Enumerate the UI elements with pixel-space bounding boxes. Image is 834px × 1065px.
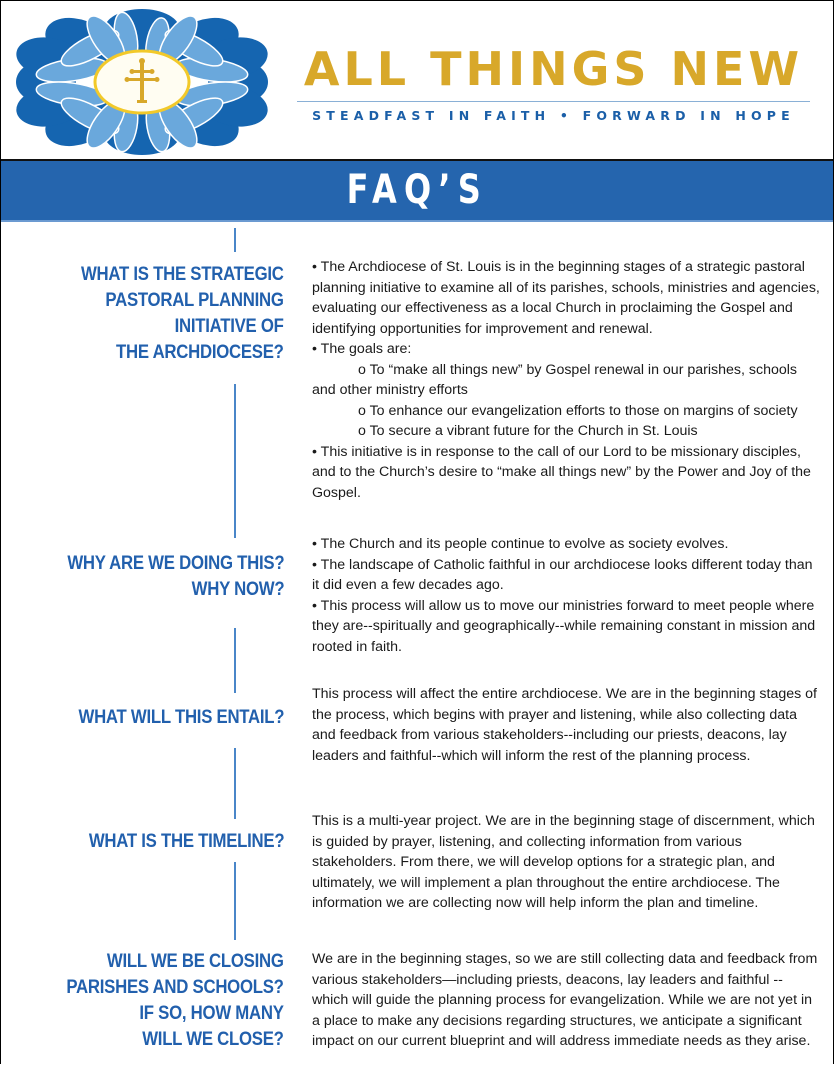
question-line: WHAT WILL THIS ENTAIL? (78, 706, 284, 728)
answer-line: leaders and faithful--which will inform the rest of the planning process. (312, 747, 751, 764)
question-line: PASTORAL PLANNING (105, 289, 284, 311)
page-header (1, 1, 833, 161)
answer-line: which will guide the planning process for evangelization. While we are not yet in (312, 992, 812, 1008)
faq-question (48, 261, 284, 365)
answer-line: the process, which begins with prayer and listening, while also collecting data (312, 706, 798, 723)
answer-line: • The landscape of Catholic faithful in our archdiocese looks different today than (312, 556, 813, 573)
question-line: THE ARCHDIOCESE? (116, 341, 285, 363)
flower-cross-logo-icon (11, 9, 273, 155)
answer-line: Gospel. (312, 484, 361, 501)
question-line: WHAT IS THE STRATEGIC (81, 263, 284, 285)
answer-line: is guided by prayer, listening, and collecting information from various (312, 833, 742, 850)
question-line: WHY ARE WE DOING THIS? (66, 552, 284, 574)
answer-line: identifying opportunities for improvement and renewal. (312, 320, 653, 337)
answer-subitem: o To enhance our evangelization efforts to those on margins of society (358, 402, 798, 419)
question-line: IF SO, HOW MANY (139, 1002, 284, 1024)
answer-line: • This initiative is in response to the call of our Lord to be missionary disciples, (312, 443, 801, 460)
faq-answer (312, 534, 816, 657)
faq-banner-title: FAQ’S (346, 167, 488, 213)
question-line: INITIATIVE OF (174, 315, 284, 337)
divider-line (234, 628, 236, 693)
answer-line: they are--spiritually and geographically--while remaining constant in mission and (312, 618, 816, 634)
faq-answer (312, 811, 815, 914)
answer-line: • The Church and its people continue to evolve as society evolves. (312, 536, 729, 552)
answer-line: and other ministry efforts (312, 382, 468, 398)
question-line: WHY NOW? (191, 578, 284, 600)
answer-line: evaluating our effectiveness as a local Church in proclaiming the Gospel and (312, 300, 793, 316)
faq-question (57, 828, 284, 854)
answer-line: and feedback from various stakeholders--including our priests, deacons, lay (312, 727, 787, 743)
answer-line: impact on our current blueprint and will address immediate needs as they arise. (312, 1033, 811, 1049)
answer-subitem: o To “make all things new” by Gospel renewal in our parishes, schools (358, 361, 797, 378)
answer-line: • The Archdiocese of St. Louis is in the beginning stages of a strategic pastoral (312, 259, 805, 275)
answer-line: planning initiative to examine all of its parishes, schools, ministries and agencies, (312, 279, 820, 296)
answer-line: This process will affect the entire archdiocese. We are in the beginning stages of (312, 686, 817, 702)
answer-line: This is a multi-year project. We are in the beginning stage of discernment, which (312, 813, 815, 829)
faq-answer (312, 257, 820, 503)
brand-block (281, 43, 826, 123)
divider-line (234, 384, 236, 538)
question-line: WHAT IS THE TIMELINE? (88, 830, 284, 852)
faq-banner (1, 161, 833, 222)
faq-question (45, 704, 284, 730)
answer-line: We are in the beginning stages, so we are still collecting data and feedback from (312, 951, 818, 967)
faq-question (31, 948, 284, 1052)
answer-subitem: o To secure a vibrant future for the Church in St. Louis (358, 423, 698, 439)
question-line: WILL WE BE CLOSING (107, 950, 284, 972)
divider-line (234, 228, 236, 252)
answer-line: various stakeholders—including priests, deacons, lay leaders and faithful -- (312, 971, 783, 988)
question-line: PARISHES AND SCHOOLS? (66, 976, 284, 998)
brand-tagline: STEADFAST IN FAITH • FORWARD IN HOPE (312, 108, 795, 123)
answer-line: • The goals are: (312, 341, 412, 357)
divider-line (234, 862, 236, 940)
faq-answer (312, 684, 817, 766)
answer-line: a place to make any decisions regarding structures, we anticipate a significant (312, 1012, 802, 1029)
answer-line: it did even a few decades ago. (312, 577, 504, 593)
answer-line: • This process will allow us to move our ministries forward to meet people where (312, 597, 815, 614)
answer-line: ultimately, we will implement a plan throughout the entire archdiocese. The (312, 874, 780, 891)
answer-line: and to the Church’s desire to “make all things new” by the Power and Joy of the (312, 464, 811, 480)
divider-line (234, 748, 236, 819)
answer-line: rooted in faith. (312, 638, 402, 655)
answer-line: information we are collecting now will help inform the plan and timeline. (312, 895, 759, 911)
answer-line: stakeholders. From there, we will develop options for a strategic plan, and (312, 854, 775, 870)
faq-question (32, 550, 284, 602)
question-line: WILL WE CLOSE? (142, 1028, 284, 1050)
brand-title: ALL THINGS NEW (303, 42, 804, 96)
brand-divider (297, 101, 810, 102)
faq-answer (312, 949, 818, 1052)
